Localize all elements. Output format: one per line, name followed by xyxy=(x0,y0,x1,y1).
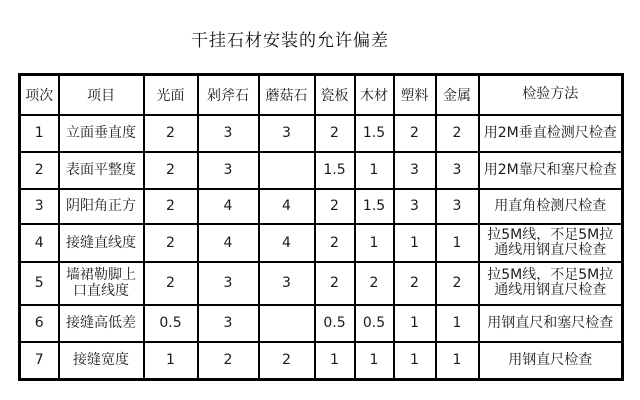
col-header-method: 检验方法 xyxy=(479,75,623,115)
item-name-cell: 立面垂直度 xyxy=(59,115,144,152)
col-header-porcelain: 瓷板 xyxy=(315,75,355,115)
item-name-cell: 接缝直线度 xyxy=(59,224,144,262)
table-row xyxy=(20,342,623,380)
value-cell: 1 xyxy=(436,305,479,342)
value-cell: 0.5 xyxy=(144,305,198,342)
value-cell: 3 xyxy=(198,262,259,305)
col-header-wood: 木材 xyxy=(355,75,394,115)
value-cell: 4 xyxy=(198,224,259,262)
value-cell: 3 xyxy=(436,152,479,189)
col-header-metal: 金属 xyxy=(436,75,479,115)
value-cell: 1.5 xyxy=(355,189,394,224)
value-cell: 3 xyxy=(259,262,315,305)
value-cell: 2 xyxy=(144,224,198,262)
value-cell: 0.5 xyxy=(315,305,355,342)
table-row xyxy=(20,152,623,189)
row-number-cell: 6 xyxy=(20,305,59,342)
col-header-axed: 剁斧石 xyxy=(198,75,259,115)
col-header-polished: 光面 xyxy=(144,75,198,115)
item-name-cell: 表面平整度 xyxy=(59,152,144,189)
row-number-cell: 1 xyxy=(20,115,59,152)
value-cell: 2 xyxy=(144,189,198,224)
value-cell: 3 xyxy=(394,189,436,224)
value-cell: 1 xyxy=(355,224,394,262)
value-cell: 1 xyxy=(436,224,479,262)
item-name-cell: 墙裙勒脚上口直线度 xyxy=(59,262,144,305)
value-cell: 4 xyxy=(259,224,315,262)
value-cell: 1 xyxy=(355,342,394,380)
col-header-mushroom: 蘑菇石 xyxy=(259,75,315,115)
value-cell: 2 xyxy=(198,342,259,380)
table-header-row xyxy=(20,75,623,115)
method-cell: 用2M垂直检测尺检查 xyxy=(479,115,623,152)
value-cell: 1 xyxy=(144,342,198,380)
method-cell: 用直角检测尺检查 xyxy=(479,189,623,224)
table-row xyxy=(20,189,623,224)
col-header-item: 项目 xyxy=(59,75,144,115)
row-number-cell: 2 xyxy=(20,152,59,189)
method-cell: 用2M靠尺和塞尺检查 xyxy=(479,152,623,189)
value-cell: 2 xyxy=(436,262,479,305)
value-cell: 2 xyxy=(144,115,198,152)
value-cell: 1.5 xyxy=(315,152,355,189)
value-cell: 3 xyxy=(436,189,479,224)
value-cell: 1.5 xyxy=(355,115,394,152)
value-cell: 2 xyxy=(394,115,436,152)
row-number-cell: 4 xyxy=(20,224,59,262)
method-cell: 用钢直尺检查 xyxy=(479,342,623,380)
item-name-cell: 接缝高低差 xyxy=(59,305,144,342)
value-cell: 1 xyxy=(436,342,479,380)
value-cell: 2 xyxy=(315,189,355,224)
page-title: 干挂石材安装的允许偏差 xyxy=(191,31,389,51)
value-cell: 4 xyxy=(198,189,259,224)
value-cell xyxy=(259,152,315,189)
value-cell: 2 xyxy=(144,262,198,305)
table-row xyxy=(20,115,623,152)
deviation-table xyxy=(18,73,624,381)
value-cell: 4 xyxy=(259,189,315,224)
value-cell: 1 xyxy=(355,152,394,189)
value-cell: 3 xyxy=(394,152,436,189)
value-cell: 2 xyxy=(315,262,355,305)
value-cell: 1 xyxy=(315,342,355,380)
value-cell: 0.5 xyxy=(355,305,394,342)
table-row xyxy=(20,224,623,262)
row-number-cell: 3 xyxy=(20,189,59,224)
method-cell: 拉5M线，不足5M拉通线用钢直尺检查 xyxy=(479,224,623,262)
value-cell: 1 xyxy=(394,224,436,262)
value-cell xyxy=(259,305,315,342)
row-number-cell: 7 xyxy=(20,342,59,380)
value-cell: 2 xyxy=(259,342,315,380)
value-cell: 2 xyxy=(315,224,355,262)
value-cell: 2 xyxy=(436,115,479,152)
table-row xyxy=(20,305,623,342)
value-cell: 3 xyxy=(259,115,315,152)
method-cell: 拉5M线，不足5M拉通线用钢直尺检查 xyxy=(479,262,623,305)
value-cell: 2 xyxy=(144,152,198,189)
value-cell: 3 xyxy=(198,152,259,189)
value-cell: 2 xyxy=(394,262,436,305)
item-name-cell: 接缝宽度 xyxy=(59,342,144,380)
method-cell: 用钢直尺和塞尺检查 xyxy=(479,305,623,342)
value-cell: 2 xyxy=(355,262,394,305)
value-cell: 1 xyxy=(394,342,436,380)
table-row xyxy=(20,262,623,305)
item-name-cell: 阴阳角正方 xyxy=(59,189,144,224)
value-cell: 1 xyxy=(394,305,436,342)
value-cell: 3 xyxy=(198,115,259,152)
row-number-cell: 5 xyxy=(20,262,59,305)
value-cell: 3 xyxy=(198,305,259,342)
col-header-item-no: 项次 xyxy=(20,75,59,115)
col-header-plastic: 塑料 xyxy=(394,75,436,115)
value-cell: 2 xyxy=(315,115,355,152)
